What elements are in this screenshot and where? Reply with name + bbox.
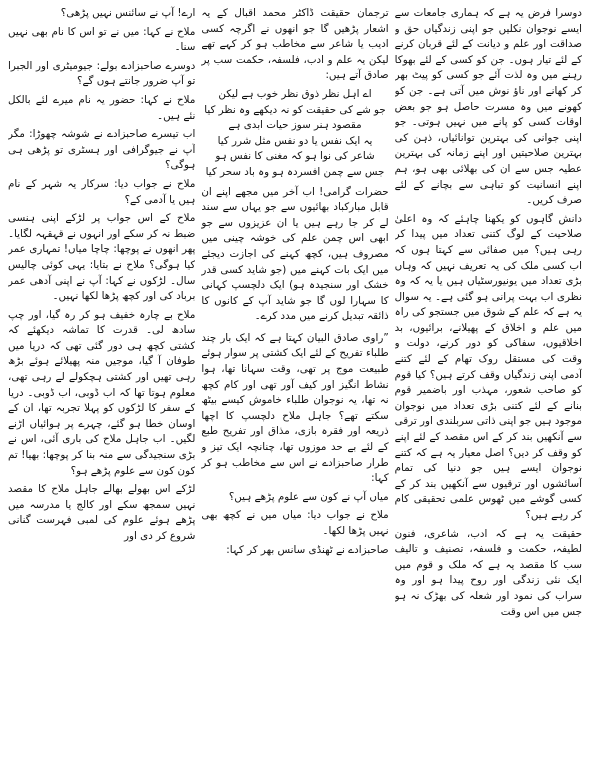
paragraph: ملاح نے کہا: میں نے تو اس کا نام بھی نہیں سنا۔ — [8, 25, 196, 54]
text-column-left — [8, 6, 195, 764]
paragraph: ملاح نے جواب دیا: سرکار یہ شہر کے نام ہیں یا آدمی کے؟ — [8, 177, 196, 206]
paragraph: لڑکے اس بھولے بھالے جاہل ملاح کا مقصد نہیں سمجھ سکے اور کالج یا مدرسہ میں پڑھے ہوئے علوم کی لمبی فہرست گنانی شروع کر دی اور — [8, 483, 196, 542]
poem-line: اے اہل نظر ذوق نظر خوب ہے لیکن — [218, 87, 372, 100]
poem — [201, 87, 388, 181]
paragraph: صاحبزادے نے ٹھنڈی سانس بھر کر کہا: — [226, 543, 389, 556]
poem-line: جو شے کی حقیقت کو نہ دیکھے وہ نظر کیا — [204, 103, 386, 116]
paragraph: اب تیسرے صاحبزادے نے شوشہ چھوڑا: مگر آپ نے جیوگرافی اور ہسٹری تو پڑھی ہی ہوگی؟ — [8, 128, 196, 172]
paragraph: میاں آپ نے کون سے علوم پڑھے ہیں؟ — [228, 490, 389, 503]
paragraph: دانش گاہوں کو یکھنا چاہئے کہ وہ اعلیٰ صلاحیت کے لوگ کتنی تعداد میں پیدا کر رہی ہیں؟ میں صفائی سے کہتا ہوں کہ اب کسی ملک کی یہ تعریف نہیں کہ وہاں بڑی تعداد میں یونیورسٹیاں ہیں یا یہ کہ وہ نظری اب بہت پرانی ہو گئی ہے۔ یہ سوال یہ ہے کہ علم کے شوق میں جستجو کی راہ میں علم و اخلاق کے پھیلانے، برائیوں، بد اخلاقیوں، سفاکی کو دور کرنے، دولت و وقت کی مستقل روک تھام کے لئے کتنے آدمی اپنی زندگیاں وقف کرتے ہیں؟ کیا قوم کو صاحب شعور، مہذب اور باضمیر قوم بنانے کے لئے کتنی بڑی تعداد میں نوجوان موجود ہیں جو اپنی ذاتی سربلندی اور ترقی سے آنکھیں بند کر کے اس مقصد کے لئے اپنے کو وقف کر دیں؟ اصل معیار یہ ہے کہ کتنے نوجوان ایسے ہیں جو دنیا کی تمام آسائشوں اور ترقیوں سے آنکھیں بند کر کے کسی گوشے میں ٹھوس علمی تحقیقی کام کر رہے ہیں؟ — [394, 212, 582, 521]
poem-line: یہ ایک نفس یا دو نفس مثل شرر کیا — [217, 134, 373, 147]
text-column-middle — [201, 6, 388, 764]
text-column-right — [395, 6, 582, 764]
paragraph: ملاح بے چارہ خفیف ہو کر رہ گیا، اور چپ سادھ لی۔ قدرت کا تماشہ دیکھئے کہ کشتی کچھ ہی دور گئی تھی کہ دریا میں طوفان آ گیا، موجیں منہ پھیلائے ہوئے بڑھ رہی تھیں اور کشتی ہچکولے لے رہی تھی، معلوم ہوتا تھا کہ اب ڈوبی، اب ڈوبی۔ دریا کے سفر کا لڑکوں کو پہلا تجربہ تھا، ان کے اوسان خطا ہو گئے، چہرے پر ہوائیاں اڑنے لگیں۔ اب جاہل ملاح کی باری آئی، اس نے بڑی سنجیدگی سے منہ بنا کر پوچھا: بھیا! تم کون کون سے علوم پڑھے ہو؟ — [8, 308, 196, 477]
paragraph: حضرات گرامی! اب آخر میں مجھے اپنے ان قابل مبارکباد بھائیوں سے جو یہاں سے سند لے کر جا رہے ہیں یا ان عزیزوں سے جو ابھی اس چمن علم کی خوشہ چینی میں مصروف ہیں، کچھ کہنے کی اجازت دیجئے میں ایک بات کہنے میں (جو شاید کسی قدر خشک اور سنجیدہ ہو) ایک دلچسپ کہانی کا سہارا لوں گا جو شاید آپ کے کانوں کا ذائقہ تبدیل کرنے میں مدد کرے۔ — [201, 185, 389, 323]
paragraph: ملاح نے کہا: حضور یہ نام میرے لئے بالکل نئے ہیں۔ — [8, 93, 196, 122]
paragraph: دوسرا فرض یہ ہے کہ ہماری جامعات سے ایسے نوجوان نکلیں جو اپنی زندگیاں حق و صداقت اور علم و دیانت کے لئے قربان کرنے کے لئے تیار ہوں۔ جن کو کسی کے لئے بھوکا رہنے میں وہ لذت آئے جو کسی کو پیٹ بھر کر کھانے اور ناؤ نوش میں آتی ہے۔ جن کو کھونے میں وہ مسرت حاصل ہو جو بعض اوقات کسی کو پانے میں نہیں ہوتی۔ جو اپنی جوانی کی بہترین توانائیاں، ذہن کی بہترین صلاحیتیں اور اپنے زمانہ کی بہترین عطیہ جس سے ان کی بھلائی بھی ہو، ہم اپنے انسانیت کو تباہی سے بچانے کے لئے صرف کریں۔ — [394, 7, 582, 207]
paragraph: حقیقت یہ ہے کہ ادب، شاعری، فنون لطیفہ، حکمت و فلسفہ، تصنیف و تالیف سب کا مقصد یہ ہے کہ ملک و قوم میں ایک نئی زندگی اور روح پیدا ہو اور وہ سراب کی نمود اور شعلہ کی بھڑک نہ ہو جس میں اس وقت — [394, 527, 582, 618]
paragraph: ترجمان حقیقت ڈاکٹر محمد اقبال کے یہ اشعار پڑھیں گا جو انھوں نے اگرچہ کسی ادیب یا شاعر سے مخاطب ہو کر کہے تھے لیکن یہ علم و ادب، فلسفہ، حکمت سب پر صادق آتے ہیں: — [201, 7, 389, 82]
paragraph: ”راوی صادق البیان کہتا ہے کہ ایک بار چند طلباء تفریح کے لئے ایک کشتی پر سوار ہوئے طبیعت موج پر تھی، وقت سہانا تھا، ہوا نشاط انگیز اور کیف آور تھی اور کام کچھ نہ تھا، یہ نوجوان طلباء خاموش کیسے بیٹھ سکتے تھے؟ جاہل ملاح دلچسپ کا اچھا ذریعہ اور فقرہ بازی، مذاق اور تفریح طبع کے لئے بے حد موزوں تھا، چنانچہ ایک تیز و طرار صاحبزادے نے اس سے مخاطب ہو کر کہا: — [201, 331, 389, 485]
poem-line: شاعر کی نوا ہو کہ مغنی کا نفس ہو — [215, 150, 375, 163]
poem-line: مقصود ہنر سوز حیات ابدی ہے — [228, 119, 362, 132]
poem-line: جس سے چمن افسردہ ہو وہ باد سحر کیا — [205, 165, 385, 178]
paragraph: دوسرے صاحبزادے بولے: جیومیٹری اور الجبرا تو آپ ضرور جانتے ہوں گے؟ — [8, 59, 196, 88]
paragraph: ارے! آپ نے سائنس نہیں پڑھی؟ — [60, 7, 196, 19]
paragraph: ملاح کے اس جواب پر لڑکے اپنی ہنسی ضبط نہ کر سکے اور انہوں نے قہقہہ لگایا۔ پھر انھوں نے پوچھا: چاچا میاں! تمہاری عمر کیا ہوگی؟ ملاح نے بتایا: یہی کوئی چالیس سال۔ لڑکوں نے کہا: آپ نے اپنی آدھی عمر برباد کی اور کچھ پڑھا لکھا نہیں۔ — [8, 212, 196, 303]
paragraph: ملاح نے جواب دیا: میاں میں نے کچھ بھی نہیں پڑھا لکھا۔ — [201, 509, 389, 537]
